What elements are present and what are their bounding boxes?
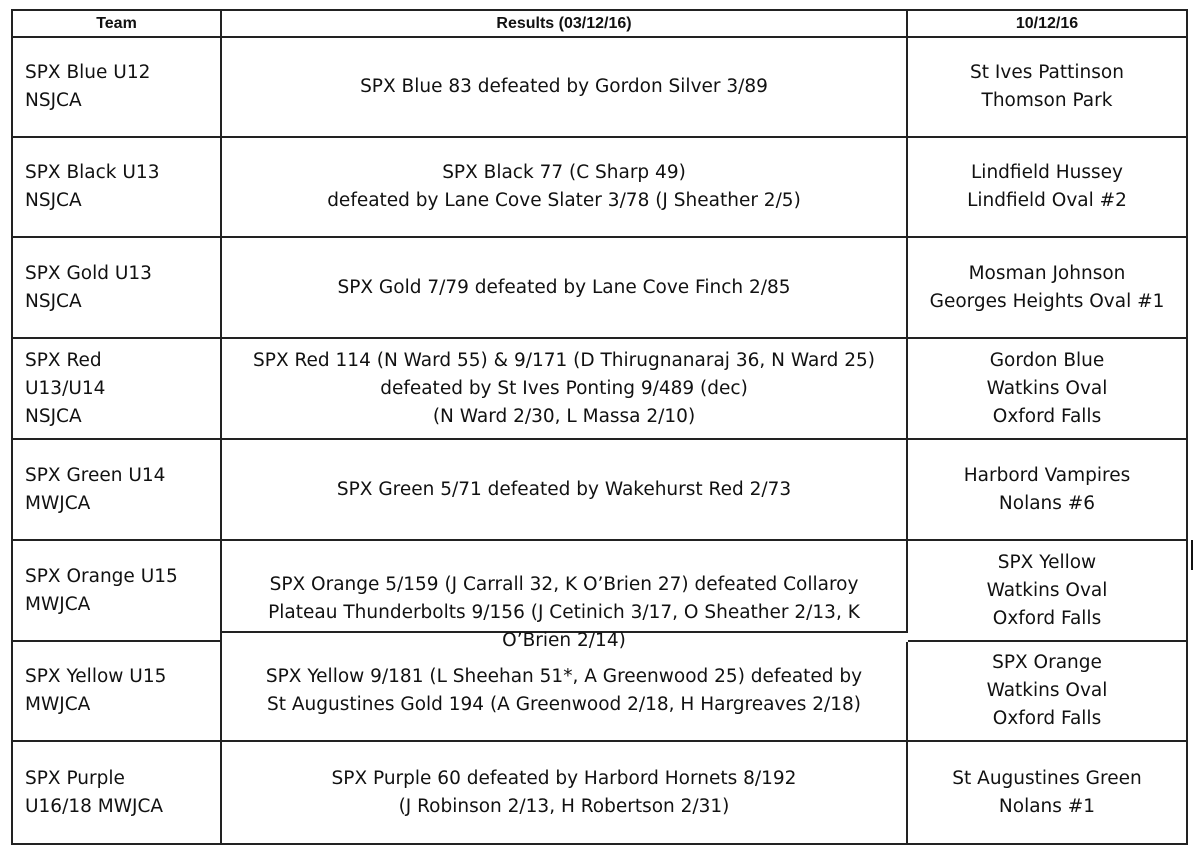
header-next-fixture: 10/12/16 xyxy=(908,9,1188,38)
venue: Watkins Oval xyxy=(986,579,1108,601)
result-line: defeated by Lane Cove Slater 3/78 (J Sheather 2/5) xyxy=(327,190,801,211)
opponent: Mosman Johnson xyxy=(968,262,1126,284)
table-row-venue xyxy=(908,339,1188,440)
team-age-group: U13/U14 xyxy=(25,377,106,399)
result-line: Plateau Thunderbolts 9/156 (J Cetinich 3/17, O Sheather 2/13, K xyxy=(268,602,860,623)
venue: Nolans #1 xyxy=(998,795,1096,817)
result-line: SPX Purple 60 defeated by Harbord Hornets 8/192 xyxy=(331,767,797,789)
team-association: MWJCA xyxy=(25,694,91,715)
table-row-result xyxy=(222,138,908,238)
table-row-result xyxy=(222,541,908,651)
result-line: SPX Orange 5/159 (J Carrall 32, K O’Brien 27) defeated Collaroy xyxy=(269,574,859,595)
table-row-result xyxy=(222,642,908,742)
table-row-venue xyxy=(908,440,1188,541)
venue: Watkins Oval xyxy=(986,377,1108,399)
venue-location: Oxford Falls xyxy=(992,607,1102,629)
table-row-venue xyxy=(908,38,1188,138)
team-name: SPX Orange U15 xyxy=(25,565,178,587)
table-row-venue xyxy=(908,238,1188,339)
result-line: SPX Blue 83 defeated by Gordon Silver 3/89 xyxy=(360,76,768,97)
venue-location: Oxford Falls xyxy=(992,708,1102,729)
team-name: SPX Gold U13 xyxy=(25,262,152,284)
table-row-team xyxy=(11,541,222,642)
table-row-venue xyxy=(908,742,1188,845)
table-row-result xyxy=(222,339,908,440)
opponent: SPX Orange xyxy=(992,652,1102,673)
table-row-team xyxy=(11,440,222,541)
opponent: Lindfield Hussey xyxy=(971,162,1123,183)
team-association: NSJCA xyxy=(25,190,82,211)
result-line: SPX Green 5/71 defeated by Wakehurst Red 2/73 xyxy=(336,478,792,500)
result-line: (J Robinson 2/13, H Robertson 2/31) xyxy=(398,795,730,817)
result-line: SPX Yellow 9/181 (L Sheehan 51*, A Greenwood 25) defeated by xyxy=(265,666,863,687)
table-row-team xyxy=(11,642,222,742)
table-row-result xyxy=(222,38,908,138)
team-association: NSJCA xyxy=(25,405,82,427)
team-name: SPX Green U14 xyxy=(25,464,166,486)
result-line: SPX Black 77 (C Sharp 49) xyxy=(442,162,686,183)
venue: Thomson Park xyxy=(981,90,1113,111)
result-line: (N Ward 2/30, L Massa 2/10) xyxy=(432,405,696,427)
result-line: SPX Red 114 (N Ward 55) & 9/171 (D Thirugnanaraj 36, N Ward 25) xyxy=(253,349,875,371)
table-row-team xyxy=(11,38,222,138)
opponent: SPX Yellow xyxy=(997,551,1097,573)
result-line: defeated by St Ives Ponting 9/489 (dec) xyxy=(380,377,748,399)
venue: Nolans #6 xyxy=(998,492,1096,514)
table-row-result xyxy=(222,440,908,541)
venue: Watkins Oval xyxy=(986,680,1108,701)
table-row-venue xyxy=(908,642,1188,742)
result-line: St Augustines Gold 194 (A Greenwood 2/18, H Hargreaves 2/18) xyxy=(266,694,862,715)
team-name: SPX Yellow U15 xyxy=(25,666,167,687)
team-association: NSJCA xyxy=(25,90,82,111)
table-row-venue xyxy=(908,541,1188,642)
opponent: Harbord Vampires xyxy=(963,464,1131,486)
header-results: Results (03/12/16) xyxy=(222,9,908,38)
team-name: SPX Purple xyxy=(25,767,125,789)
text-cursor xyxy=(1191,540,1193,570)
table-row-team xyxy=(11,742,222,845)
result-line: O’Brien 2/14) xyxy=(502,630,626,651)
table-row-team xyxy=(11,138,222,238)
header-team: Team xyxy=(11,9,222,38)
venue: Georges Heights Oval #1 xyxy=(929,290,1165,312)
team-association: U16/18 MWJCA xyxy=(25,795,164,817)
team-name: SPX Red xyxy=(25,349,102,371)
team-association: MWJCA xyxy=(25,593,91,615)
table-row-team xyxy=(11,339,222,440)
opponent: Gordon Blue xyxy=(989,349,1105,371)
result-line: SPX Gold 7/79 defeated by Lane Cove Finch 2/85 xyxy=(337,276,791,298)
team-association: MWJCA xyxy=(25,492,91,514)
team-name: SPX Blue U12 xyxy=(25,62,151,83)
opponent: St Augustines Green xyxy=(952,767,1142,789)
team-name: SPX Black U13 xyxy=(25,162,160,183)
table-row-venue xyxy=(908,138,1188,238)
venue-location: Oxford Falls xyxy=(992,405,1102,427)
table-row-result xyxy=(222,742,908,845)
team-association: NSJCA xyxy=(25,290,82,312)
table-row-result xyxy=(222,238,908,339)
opponent: St Ives Pattinson xyxy=(970,62,1124,83)
venue: Lindfield Oval #2 xyxy=(967,190,1127,211)
table-row-team xyxy=(11,238,222,339)
